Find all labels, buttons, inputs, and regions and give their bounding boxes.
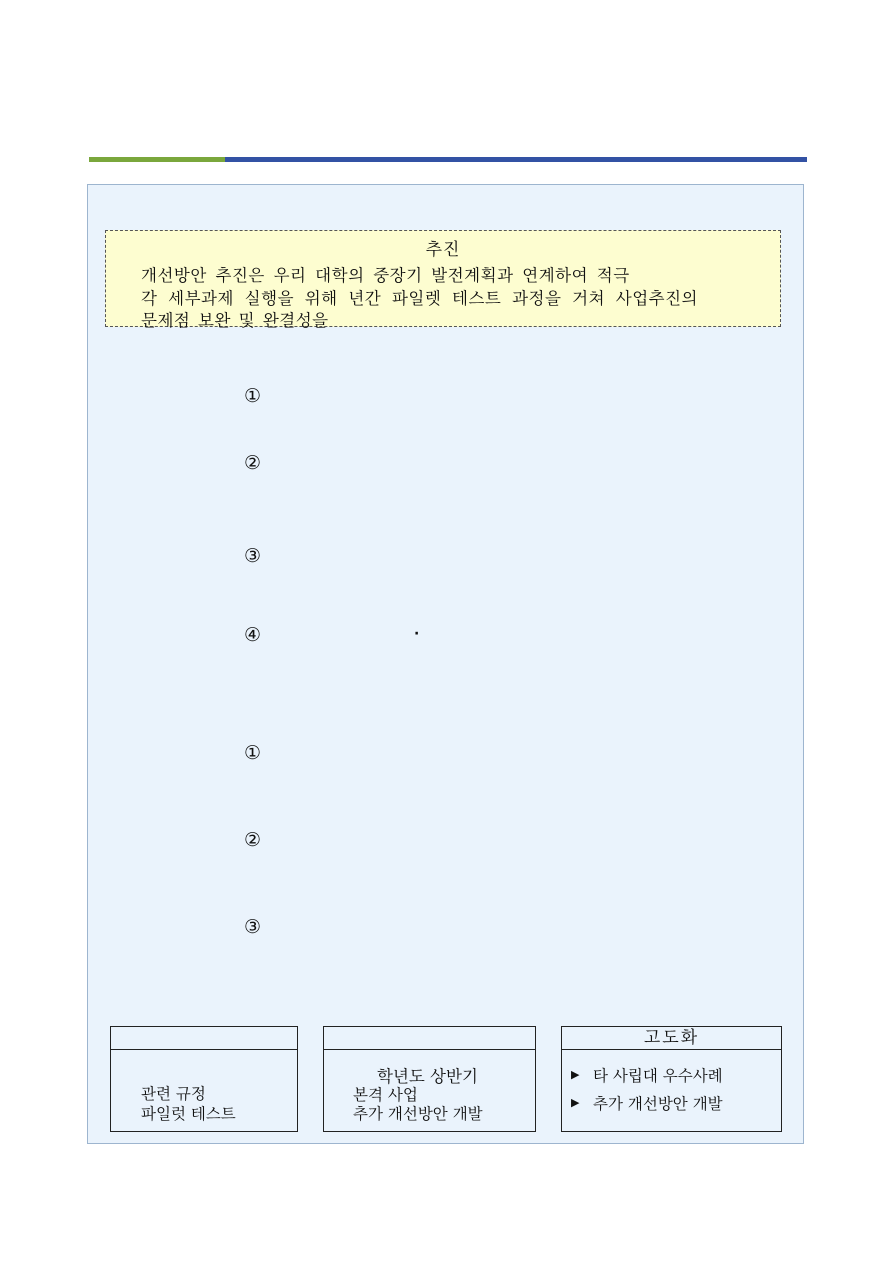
stage-1-line-2: 파일럿 테스트 [141, 1105, 236, 1123]
notice-title: 추진 [425, 240, 461, 260]
header-rule-green [89, 157, 225, 162]
stage-2-line-3: 추가 개선방안 개발 [353, 1105, 483, 1123]
bullet-triangle-icon: ▶ [571, 1096, 580, 1109]
stage-box-3 [561, 1026, 782, 1132]
section-a-dot: · [414, 626, 420, 642]
stage-3-title: 고도화 [562, 1027, 781, 1050]
section-b-marker-1: ① [244, 742, 262, 764]
section-a-marker-1: ① [244, 385, 262, 407]
stage-3-line-1: 타 사립대 우수사례 [593, 1067, 723, 1085]
notice-box [105, 230, 781, 330]
section-a-marker-4: ④ [244, 624, 262, 646]
section-a-marker-3: ③ [244, 545, 262, 567]
notice-line-1: 개선방안 추진은 우리 대학의 중장기 발전계획과 연계하여 적극 [141, 266, 630, 285]
section-b-marker-2: ② [244, 829, 262, 851]
bullet-triangle-icon: ▶ [571, 1068, 580, 1081]
stage-3-line-2: 추가 개선방안 개발 [593, 1095, 723, 1113]
section-b-marker-3: ③ [244, 916, 262, 938]
header-rule-blue [225, 157, 807, 162]
section-a-marker-2: ② [244, 452, 262, 474]
stage-box-2 [323, 1026, 536, 1132]
notice-line-2: 각 세부과제 실행을 위해 년간 파일렛 테스트 과정을 거쳐 사업추진의 [141, 289, 698, 308]
stage-2-title [324, 1027, 535, 1050]
notice-line-3: 문제점 보완 및 완결성을 [141, 311, 329, 330]
stage-1-line-1: 관련 규정 [141, 1085, 206, 1103]
stage-2-line-1: 학년도 상반기 [377, 1067, 478, 1086]
stage-1-title [111, 1027, 297, 1050]
stage-2-line-2: 본격 사업 [353, 1086, 418, 1104]
stage-box-1 [110, 1026, 298, 1132]
